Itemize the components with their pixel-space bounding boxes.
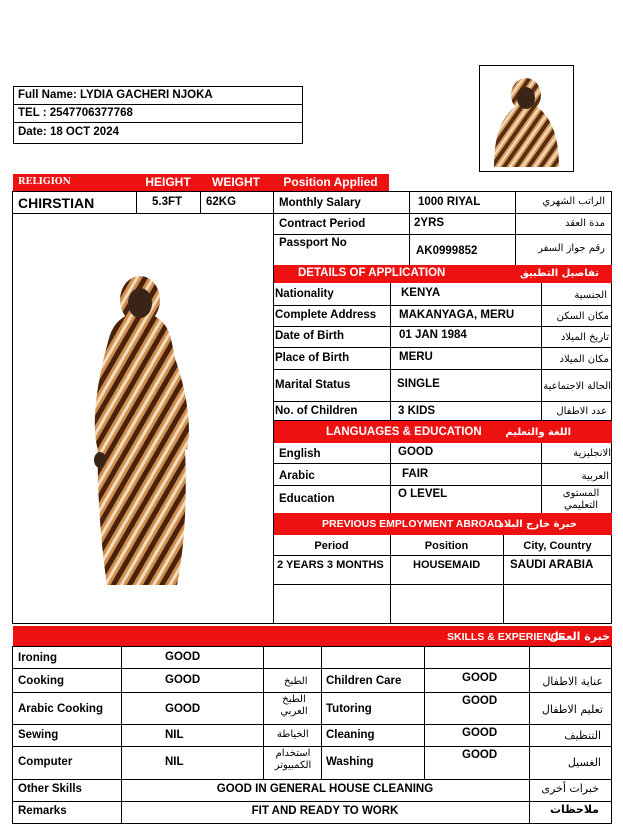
employment-header-city: City, Country	[523, 540, 592, 552]
skill-children-care-value: GOOD	[462, 672, 498, 684]
passport-no-arabic: رقم جواز السفر	[538, 243, 605, 254]
weight-value: 62KG	[206, 196, 237, 208]
english-value: GOOD	[398, 446, 434, 458]
skill-ironing-value: GOOD	[165, 651, 201, 663]
details-of-application-title: DETAILS OF APPLICATION	[298, 267, 446, 279]
skill-children-care-arabic: عناية الاطفال	[542, 675, 603, 688]
skill-sewing-value: NIL	[165, 729, 184, 741]
marital-status-label: Marital Status	[275, 379, 351, 391]
contract-period-value: 2YRS	[414, 217, 445, 229]
arabic-value: FAIR	[402, 468, 429, 480]
contract-period-label: Contract Period	[279, 218, 366, 230]
languages-education-title-arabic: اللغة والتعليم	[505, 427, 571, 438]
skills-table-border	[12, 646, 612, 824]
passport-no-label: Passport No	[279, 237, 347, 249]
skill-cooking-value: GOOD	[165, 674, 201, 686]
remarks-label: Remarks	[18, 805, 67, 817]
skill-tutoring-arabic: تعليم الاطفال	[541, 703, 603, 716]
skill-cooking-arabic: الطبخ	[284, 676, 308, 687]
skill-washing-value: GOOD	[462, 749, 498, 761]
marital-status-value: SINGLE	[397, 378, 440, 390]
address-label: Complete Address	[275, 309, 377, 321]
remarks-arabic: ملاحظات	[550, 803, 599, 816]
skill-computer-arabic: استخدام الكمبيوتر	[274, 748, 312, 771]
passport-photo	[484, 70, 569, 167]
dob-label: Date of Birth	[275, 330, 344, 342]
skill-cleaning-value: GOOD	[462, 727, 498, 739]
skill-computer-label: Computer	[18, 756, 73, 768]
employment-header-position: Position	[424, 540, 469, 552]
skills-experience-title: SKILLS & EXPERIENCE	[447, 631, 566, 643]
height-header: HEIGHT	[136, 174, 200, 191]
skill-cleaning-arabic: التنظيف	[564, 729, 601, 742]
remarks-value: FIT AND READY TO WORK	[251, 805, 399, 817]
skills-experience-title-arabic: خبرة العمل	[549, 630, 610, 643]
other-skills-value: GOOD IN GENERAL HOUSE CLEANING	[216, 783, 434, 795]
telephone: TEL : 2547706377768	[18, 107, 133, 119]
nationality-label: Nationality	[275, 288, 334, 300]
marital-status-arabic: الحالة الاجتماعية	[543, 381, 611, 392]
full-body-photo	[85, 265, 195, 585]
children-arabic: عدد الاطفال	[556, 406, 607, 417]
skill-tutoring-label: Tutoring	[326, 703, 372, 715]
skill-sewing-arabic: الخياطة	[277, 729, 309, 740]
skill-arabic-cooking-label: Arabic Cooking	[18, 703, 103, 715]
monthly-salary-arabic: الراتب الشهري	[542, 196, 605, 207]
education-value: O LEVEL	[398, 488, 448, 500]
education-label: Education	[279, 493, 335, 505]
details-of-application-title-arabic: تفاصيل التطبيق	[519, 268, 599, 279]
monthly-salary-label: Monthly Salary	[279, 197, 361, 209]
english-label: English	[279, 448, 321, 460]
skill-ironing-label: Ironing	[18, 652, 57, 664]
employment-header-period: Period	[314, 540, 349, 552]
full-name: Full Name: LYDIA GACHERI NJOKA	[18, 89, 213, 101]
english-arabic: الانجليزية	[573, 448, 611, 459]
pob-value: MERU	[399, 351, 433, 363]
arabic-arabic: العربية	[581, 471, 609, 482]
employment-city-value: SAUDI ARABIA	[510, 559, 594, 571]
passport-no-value: AK0999852	[416, 245, 478, 257]
skill-cooking-label: Cooking	[18, 675, 64, 687]
arabic-label: Arabic	[279, 470, 315, 482]
address-arabic: مكان السكن	[556, 311, 609, 322]
pob-label: Place of Birth	[275, 352, 350, 364]
children-label: No. of Children	[275, 405, 358, 417]
pob-arabic: مكان الميلاد	[559, 354, 609, 365]
dob-value: 01 JAN 1984	[399, 329, 467, 341]
nationality-value: KENYA	[401, 287, 441, 299]
religion-value: CHIRSTIAN	[18, 195, 95, 211]
date: Date: 18 OCT 2024	[18, 126, 119, 138]
previous-employment-title: PREVIOUS EMPLOYMENT ABROAD	[322, 518, 502, 530]
previous-employment-title-arabic: خبرة خارج البلاد	[498, 519, 577, 530]
skill-arabic-cooking-arabic: الطبخ العربي	[280, 694, 308, 717]
employment-position-value: HOUSEMAID	[413, 559, 481, 571]
employment-period-value: 2 YEARS 3 MONTHS	[277, 559, 384, 571]
position-applied-header: Position Applied	[272, 174, 389, 191]
other-skills-label: Other Skills	[18, 783, 82, 795]
skill-tutoring-value: GOOD	[462, 695, 498, 707]
other-skills-arabic: خبرات أخرى	[541, 782, 599, 795]
monthly-salary-value: 1000 RIYAL	[418, 196, 481, 208]
education-arabic: المستوى التعليمي	[562, 488, 600, 511]
skill-arabic-cooking-value: GOOD	[165, 703, 201, 715]
weight-header: WEIGHT	[200, 174, 272, 191]
skill-washing-label: Washing	[326, 756, 374, 768]
address-value: MAKANYAGA, MERU	[399, 309, 515, 321]
nationality-arabic: الجنسية	[574, 290, 607, 301]
passport-photo-frame	[479, 65, 574, 172]
languages-education-title: LANGUAGES & EDUCATION	[326, 426, 482, 438]
contract-period-arabic: مدة العقد	[565, 218, 605, 229]
skill-computer-value: NIL	[165, 756, 184, 768]
religion-header: RELIGION	[13, 174, 136, 191]
height-value: 5.3FT	[152, 196, 183, 208]
dob-arabic: تاريخ الميلاد	[560, 332, 609, 343]
skill-children-care-label: Children Care	[326, 675, 402, 687]
skill-cleaning-label: Cleaning	[326, 729, 375, 741]
skill-washing-arabic: الغسيل	[567, 756, 601, 769]
children-value: 3 KIDS	[398, 405, 436, 417]
skill-sewing-label: Sewing	[18, 729, 59, 741]
